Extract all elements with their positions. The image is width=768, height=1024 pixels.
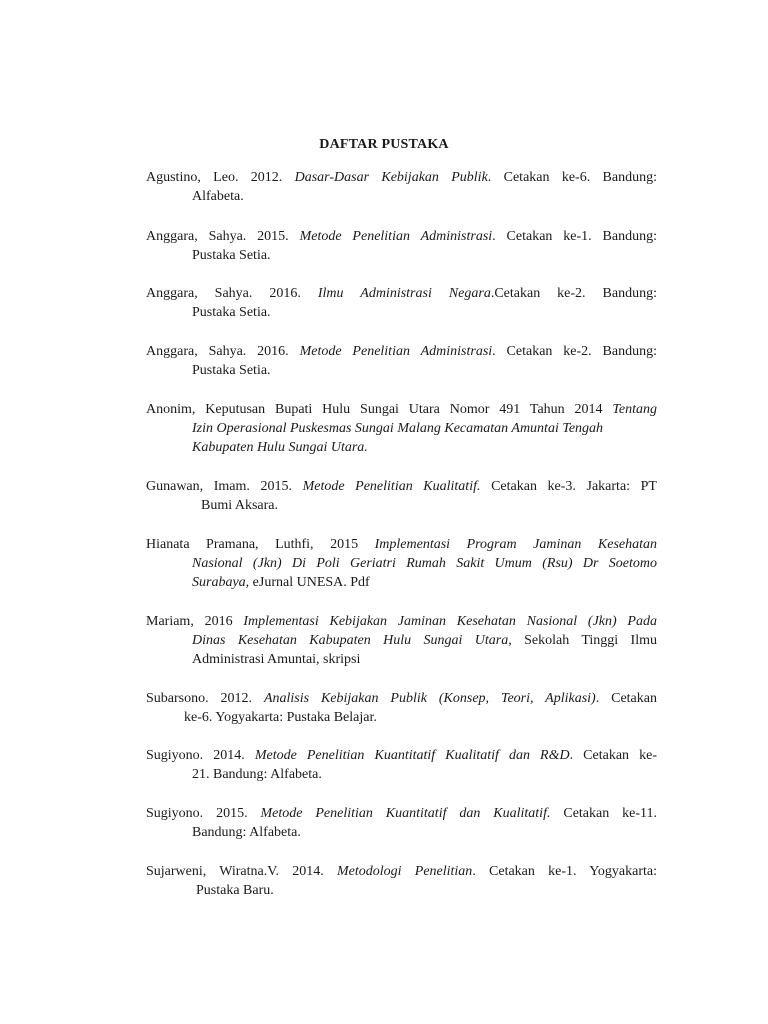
reference-entry <box>146 400 657 457</box>
reference-line: Subarsono. 2012. Analisis Kebijakan Publik (Konsep, Teori, Aplikasi). Cetakan <box>146 691 657 706</box>
reference-line: Pustaka Setia. <box>192 248 271 263</box>
reference-entry <box>146 284 657 322</box>
reference-line: Administrasi Amuntai, skripsi <box>192 652 361 667</box>
reference-entry <box>146 477 657 515</box>
reference-line: Pustaka Setia. <box>192 363 271 378</box>
reference-entry <box>146 342 657 380</box>
reference-line: Sujarweni, Wiratna.V. 2014. Metodologi Penelitian. Cetakan ke-1. Yogyakarta: <box>146 864 657 879</box>
reference-line: Bumi Aksara. <box>201 498 278 513</box>
reference-line: Sugiyono. 2015. Metode Penelitian Kuantitatif dan Kualitatif. Cetakan ke-11. <box>146 806 657 821</box>
reference-line: Bandung: Alfabeta. <box>192 825 301 840</box>
reference-entry <box>146 689 657 727</box>
reference-line: Sugiyono. 2014. Metode Penelitian Kuantitatif Kualitatif dan R&D. Cetakan ke- <box>146 748 657 763</box>
reference-line: Izin Operasional Puskesmas Sungai Malang Kecamatan Amuntai Tengah <box>192 421 604 436</box>
reference-line: Gunawan, Imam. 2015. Metode Penelitian Kualitatif. Cetakan ke-3. Jakarta: PT <box>146 479 657 494</box>
reference-entry <box>146 746 657 784</box>
reference-line: Kabupaten Hulu Sungai Utara. <box>192 440 368 455</box>
reference-line: Anggara, Sahya. 2015. Metode Penelitian Administrasi. Cetakan ke-1. Bandung: <box>146 229 657 244</box>
reference-line: Anggara, Sahya. 2016. Ilmu Administrasi Negara.Cetakan ke-2. Bandung: <box>146 286 657 301</box>
reference-entry <box>146 862 657 900</box>
reference-line: Alfabeta. <box>192 189 244 204</box>
reference-entry <box>146 612 657 669</box>
reference-line: Dinas Kesehatan Kabupaten Hulu Sungai Utara, Sekolah Tinggi Ilmu <box>192 633 657 648</box>
reference-line: Agustino, Leo. 2012. Dasar-Dasar Kebijakan Publik. Cetakan ke-6. Bandung: <box>146 170 657 185</box>
reference-line: Mariam, 2016 Implementasi Kebijakan Jaminan Kesehatan Nasional (Jkn) Pada <box>146 614 657 629</box>
reference-line: 21. Bandung: Alfabeta. <box>192 767 322 782</box>
reference-line: Surabaya, eJurnal UNESA. Pdf <box>192 575 370 590</box>
reference-entry <box>146 804 657 842</box>
reference-line: ke-6. Yogyakarta: Pustaka Belajar. <box>184 710 377 725</box>
reference-line: Pustaka Setia. <box>192 305 271 320</box>
reference-line: Hianata Pramana, Luthfi, 2015 Implementasi Program Jaminan Kesehatan <box>146 537 657 552</box>
page-title: DAFTAR PUSTAKA <box>319 137 449 152</box>
reference-line: Pustaka Baru. <box>196 883 274 898</box>
reference-entry <box>146 227 657 265</box>
reference-line: Nasional (Jkn) Di Poli Geriatri Rumah Sakit Umum (Rsu) Dr Soetomo <box>192 556 657 571</box>
reference-line: Anonim, Keputusan Bupati Hulu Sungai Utara Nomor 491 Tahun 2014 Tentang <box>146 402 657 417</box>
reference-entry <box>146 168 657 206</box>
reference-entry <box>146 535 657 592</box>
reference-line: Anggara, Sahya. 2016. Metode Penelitian Administrasi. Cetakan ke-2. Bandung: <box>146 344 657 359</box>
